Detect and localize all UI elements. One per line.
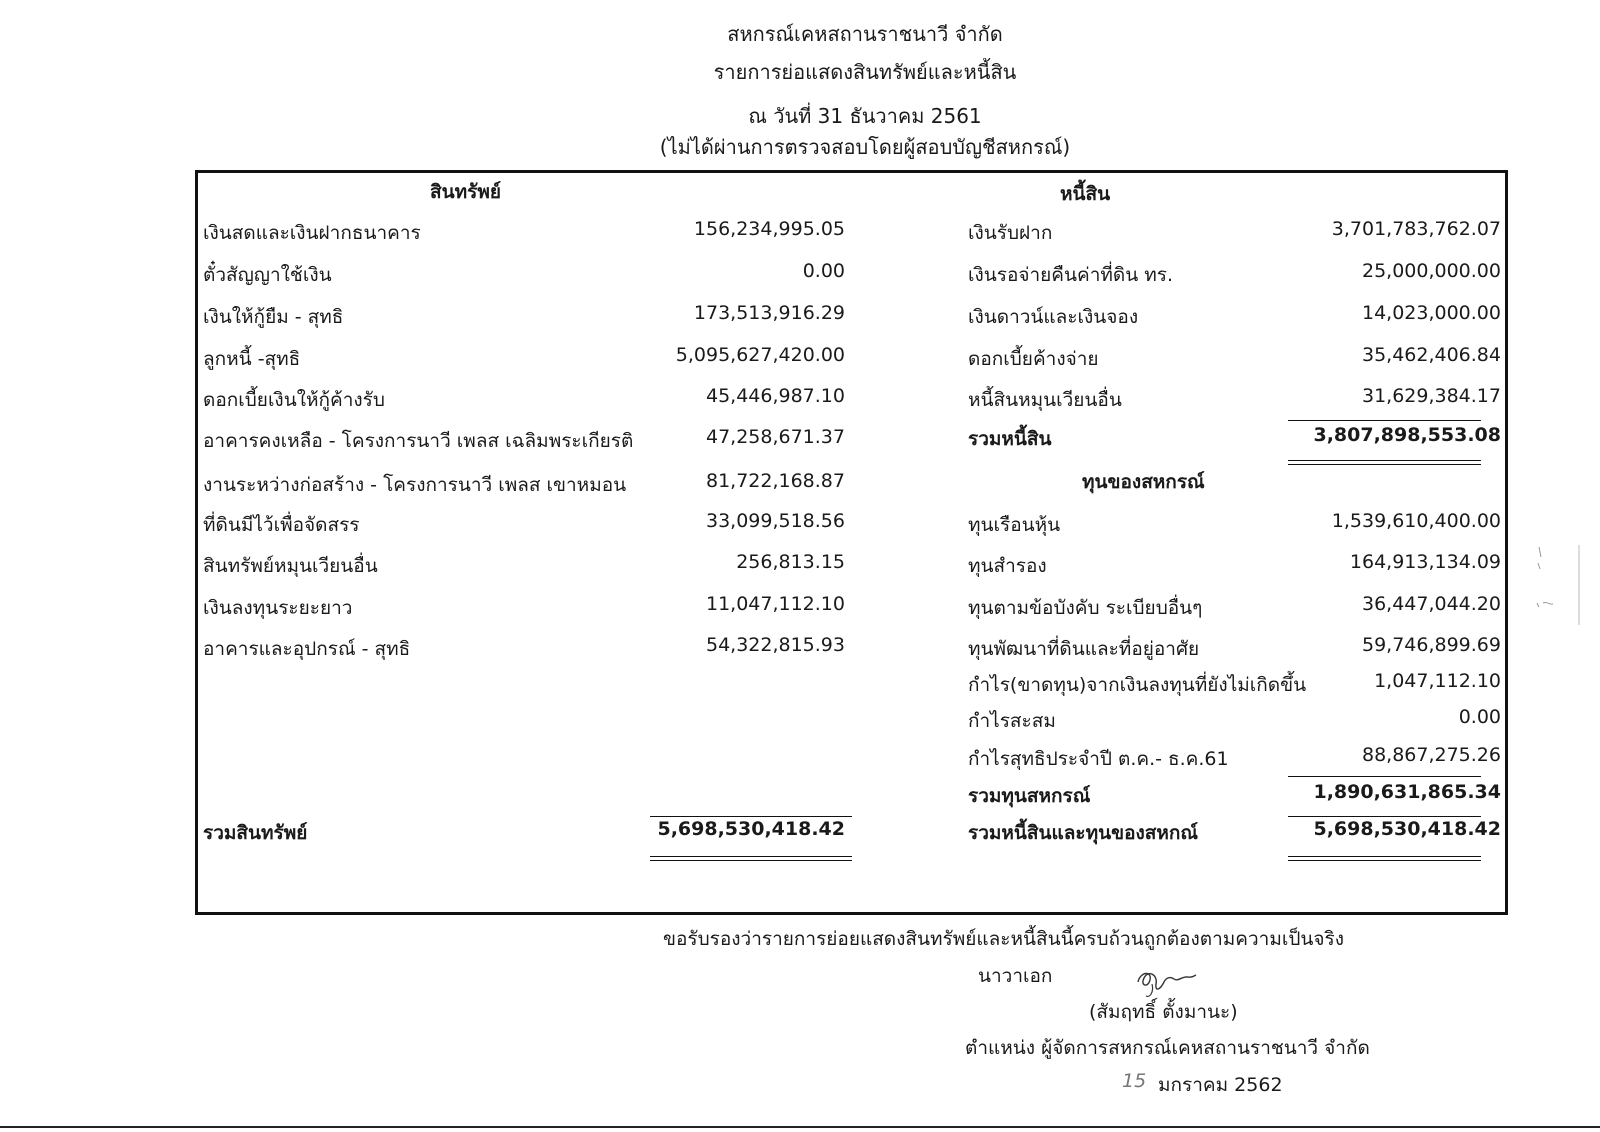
grand-total-value: 5,698,530,418.42 [1313,818,1501,840]
liability-row-value: 35,462,406.84 [1361,344,1501,366]
equity-heading: ทุนของสหกรณ์ [1082,471,1205,493]
asset-row-value: 45,446,987.10 [705,385,845,407]
assets-total-label: รวมสินทรัพย์ [203,822,308,844]
liability-row-label: เงินรับฝาก [968,222,1053,244]
signer-rank: นาวาเอก [978,965,1053,987]
equity-row-value: 164,913,134.09 [1349,551,1501,573]
equity-row-value: 36,447,044.20 [1361,593,1501,615]
asset-row-value: 11,047,112.10 [705,593,845,615]
asset-row-label: เงินสดและเงินฝากธนาคาร [203,222,421,244]
org-name: สหกรณ์เคหสถานราชนาวี จำกัด [727,22,1003,46]
liability-row-label: เงินรอจ่ายคืนค่าที่ดิน ทร. [968,264,1174,286]
audit-note: (ไม่ได้ผ่านการตรวจสอบโดยผู้สอบบัญชีสหกรณ์) [659,135,1071,159]
equity-row-value: 0.00 [1458,706,1501,728]
liabilities-total-value: 3,807,898,553.08 [1313,424,1501,446]
asset-row-label: ลูกหนี้ -สุทธิ [203,348,301,370]
asset-row-label: เงินให้กู้ยืม - สุทธิ [203,306,344,328]
equity-row-label: ทุนเรือนหุ้น [968,514,1061,536]
asset-row-label: ตั๋วสัญญาใช้เงิน [203,264,332,286]
equity-row-label: กำไร(ขาดทุน)จากเงินลงทุนที่ยังไม่เกิดขึ้น [968,674,1307,696]
handwritten-signature [1130,960,1200,1000]
certification-text: ขอรับรองว่ารายการย่อยแสดงสินทรัพย์และหนี้สินนี้ครบถ้วนถูกต้องตามความเป็นจริง [663,928,1345,950]
signer-name: (สัมฤทธิ์ ตั้งมานะ) [1089,1001,1238,1023]
scan-bottom-line [0,1126,1600,1128]
asset-row-value: 54,322,815.93 [705,634,845,656]
assets-total-value: 5,698,530,418.42 [657,818,845,840]
equity-row-label: ทุนพัฒนาที่ดินและที่อยู่อาศัย [968,638,1200,660]
asset-row-value: 0.00 [802,260,845,282]
equity-row-label: กำไรสุทธิประจำปี ต.ค.- ธ.ค.61 [968,748,1229,770]
liability-row-value: 3,701,783,762.07 [1331,218,1501,240]
equity-row-value: 1,539,610,400.00 [1331,510,1501,532]
assets-heading: สินทรัพย์ [430,181,501,203]
liability-row-value: 31,629,384.17 [1361,385,1501,407]
equity-total-topline [1288,776,1481,777]
asset-row-value: 173,513,916.29 [693,302,845,324]
liability-row-value: 25,000,000.00 [1361,260,1501,282]
asset-row-label: เงินลงทุนระยะยาว [203,597,353,619]
equity-row-value: 88,867,275.26 [1361,744,1501,766]
equity-row-value: 59,746,899.69 [1361,634,1501,656]
signature-date: มกราคม 2562 [1158,1074,1283,1096]
liability-row-label: หนี้สินหมุนเวียนอื่น [968,389,1122,411]
asset-row-label: ที่ดินมีไว้เพื่อจัดสรร [203,514,360,536]
liabilities-total-underline [1288,460,1481,465]
liabilities-total-topline [1288,420,1481,421]
equity-row-label: ทุนตามข้อบังคับ ระเบียบอื่นๆ [968,597,1203,619]
assets-total-underline [650,856,852,861]
liabilities-heading: หนี้สิน [1060,183,1111,205]
grand-total-topline [1288,816,1481,817]
asset-row-label: อาคารและอุปกรณ์ - สุทธิ [203,638,411,660]
grand-total-label: รวมหนี้สินและทุนของสหกณ์ [968,822,1199,844]
asset-row-value: 33,099,518.56 [705,510,845,532]
asset-row-label: อาคารคงเหลือ - โครงการนาวี เพลส เฉลิมพระเกียรติ [203,430,634,452]
balance-sheet-table [195,170,1508,915]
report-title: รายการย่อแสดงสินทรัพย์และหนี้สิน [713,60,1017,84]
equity-row-label: กำไรสะสม [968,710,1056,732]
signer-position: ตำแหน่ง ผู้จัดการสหกรณ์เคหสถานราชนาวี จำกัด [965,1037,1370,1059]
scan-edge-marks [1535,545,1585,625]
grand-total-underline [1288,856,1481,861]
liability-row-value: 14,023,000.00 [1361,302,1501,324]
equity-row-label: ทุนสำรอง [968,555,1047,577]
asset-row-label: งานระหว่างก่อสร้าง - โครงการนาวี เพลส เขาหมอน [203,474,627,496]
asset-row-value: 256,813.15 [736,551,845,573]
equity-total-value: 1,890,631,865.34 [1313,781,1501,803]
equity-row-value: 1,047,112.10 [1374,670,1501,692]
liabilities-total-label: รวมหนี้สิน [968,428,1052,450]
liability-row-label: เงินดาวน์และเงินจอง [968,306,1139,328]
asset-row-value: 81,722,168.87 [705,470,845,492]
asset-row-label: สินทรัพย์หมุนเวียนอื่น [203,555,378,577]
asset-row-value: 156,234,995.05 [693,218,845,240]
equity-total-label: รวมทุนสหกรณ์ [968,785,1091,807]
report-date: ณ วันที่ 31 ธันวาคม 2561 [748,104,982,128]
asset-row-value: 5,095,627,420.00 [675,344,845,366]
liability-row-label: ดอกเบี้ยค้างจ่าย [968,348,1099,370]
asset-row-label: ดอกเบี้ยเงินให้กู้ค้างรับ [203,389,385,411]
assets-total-topline [650,816,852,817]
asset-row-value: 47,258,671.37 [705,426,845,448]
signature-date-day: 15 [1122,1070,1147,1092]
